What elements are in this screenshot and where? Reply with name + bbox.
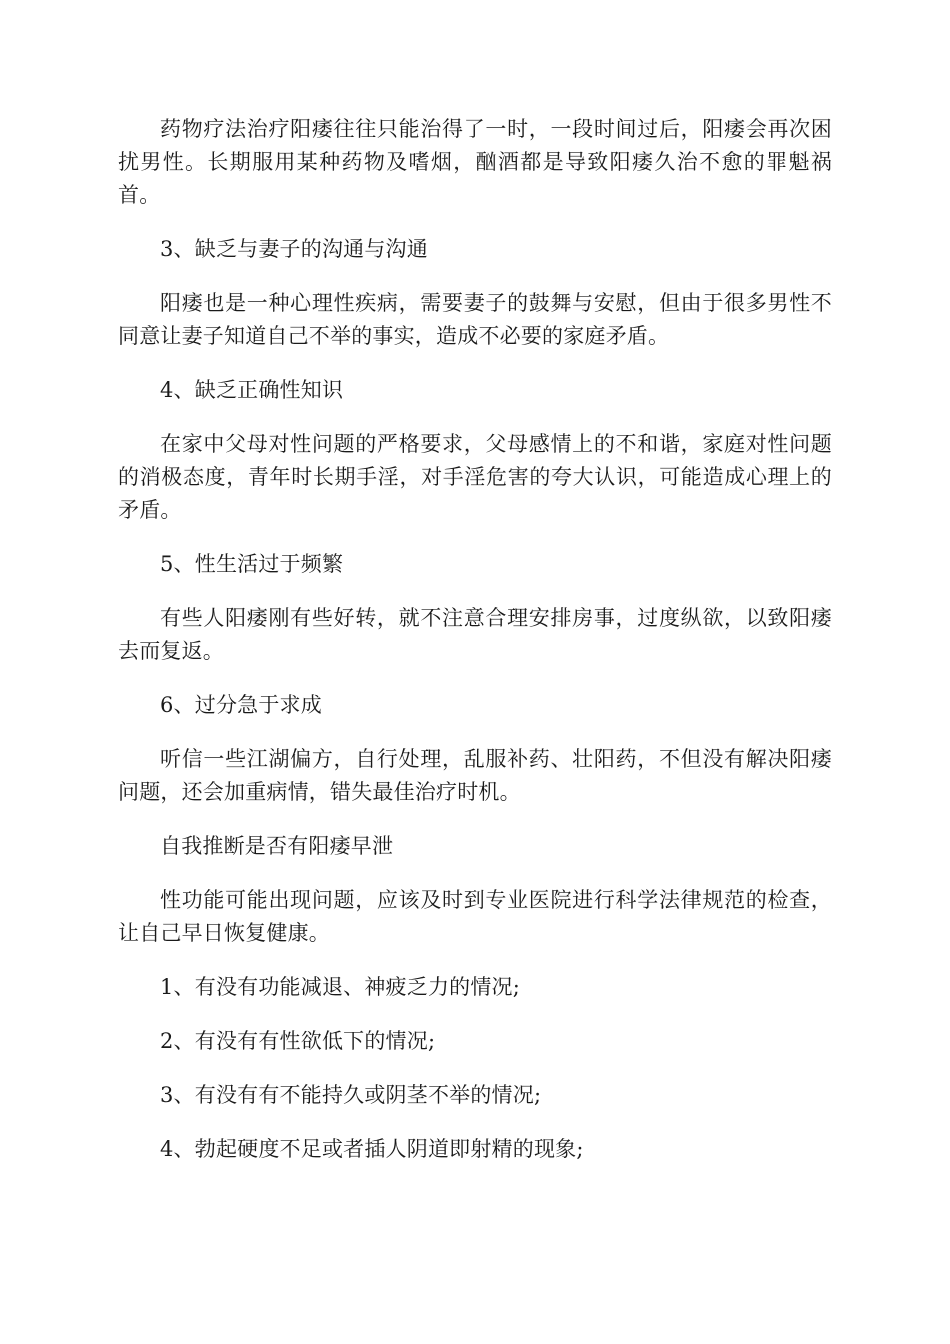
paragraph-haste: 听信一些江湖偏方，自行处理，乱服补药、壮阳药，不但没有解决阳痿问题，还会加重病情，错失最佳治疗时机。 (118, 747, 832, 804)
list-item-1: 1、有没有功能减退、神疲乏力的情况; (160, 975, 521, 999)
list-item-2: 2、有没有有性欲低下的情况; (160, 1029, 436, 1053)
heading-self-check: 自我推断是否有阳痿早泄 (160, 834, 394, 858)
heading-frequency: 5、性生活过于频繁 (160, 552, 344, 576)
heading-communication: 3、缺乏与妻子的沟通与沟通 (160, 237, 428, 261)
heading-haste: 6、过分急于求成 (160, 693, 322, 717)
list-item-4: 4、勃起硬度不足或者插人阴道即射精的现象; (160, 1137, 584, 1161)
paragraph-knowledge: 在家中父母对性问题的严格要求，父母感情上的不和谐，家庭对性问题的消极态度，青年时长期手淫，对手淫危害的夸大认识，可能造成心理上的矛盾。 (118, 432, 832, 522)
heading-knowledge: 4、缺乏正确性知识 (160, 378, 344, 402)
list-item-3: 3、有没有有不能持久或阴茎不举的情况; (160, 1083, 542, 1107)
paragraph-medication: 药物疗法治疗阳痿往往只能治得了一时，一段时间过后，阳痿会再次困扰男性。长期服用某种药物及嗜烟，酗酒都是导致阳痿久治不愈的罪魁祸首。 (118, 117, 832, 207)
document-body (118, 113, 832, 1166)
paragraph-frequency: 有些人阳痿刚有些好转，就不注意合理安排房事，过度纵欲，以致阳痿去而复返。 (118, 606, 832, 663)
paragraph-self-check: 性功能可能出现问题，应该及时到专业医院进行科学法律规范的检查，让自己早日恢复健康。 (118, 888, 832, 945)
paragraph-communication: 阳痿也是一种心理性疾病，需要妻子的鼓舞与安慰，但由于很多男性不同意让妻子知道自己不举的事实，造成不必要的家庭矛盾。 (118, 291, 832, 348)
